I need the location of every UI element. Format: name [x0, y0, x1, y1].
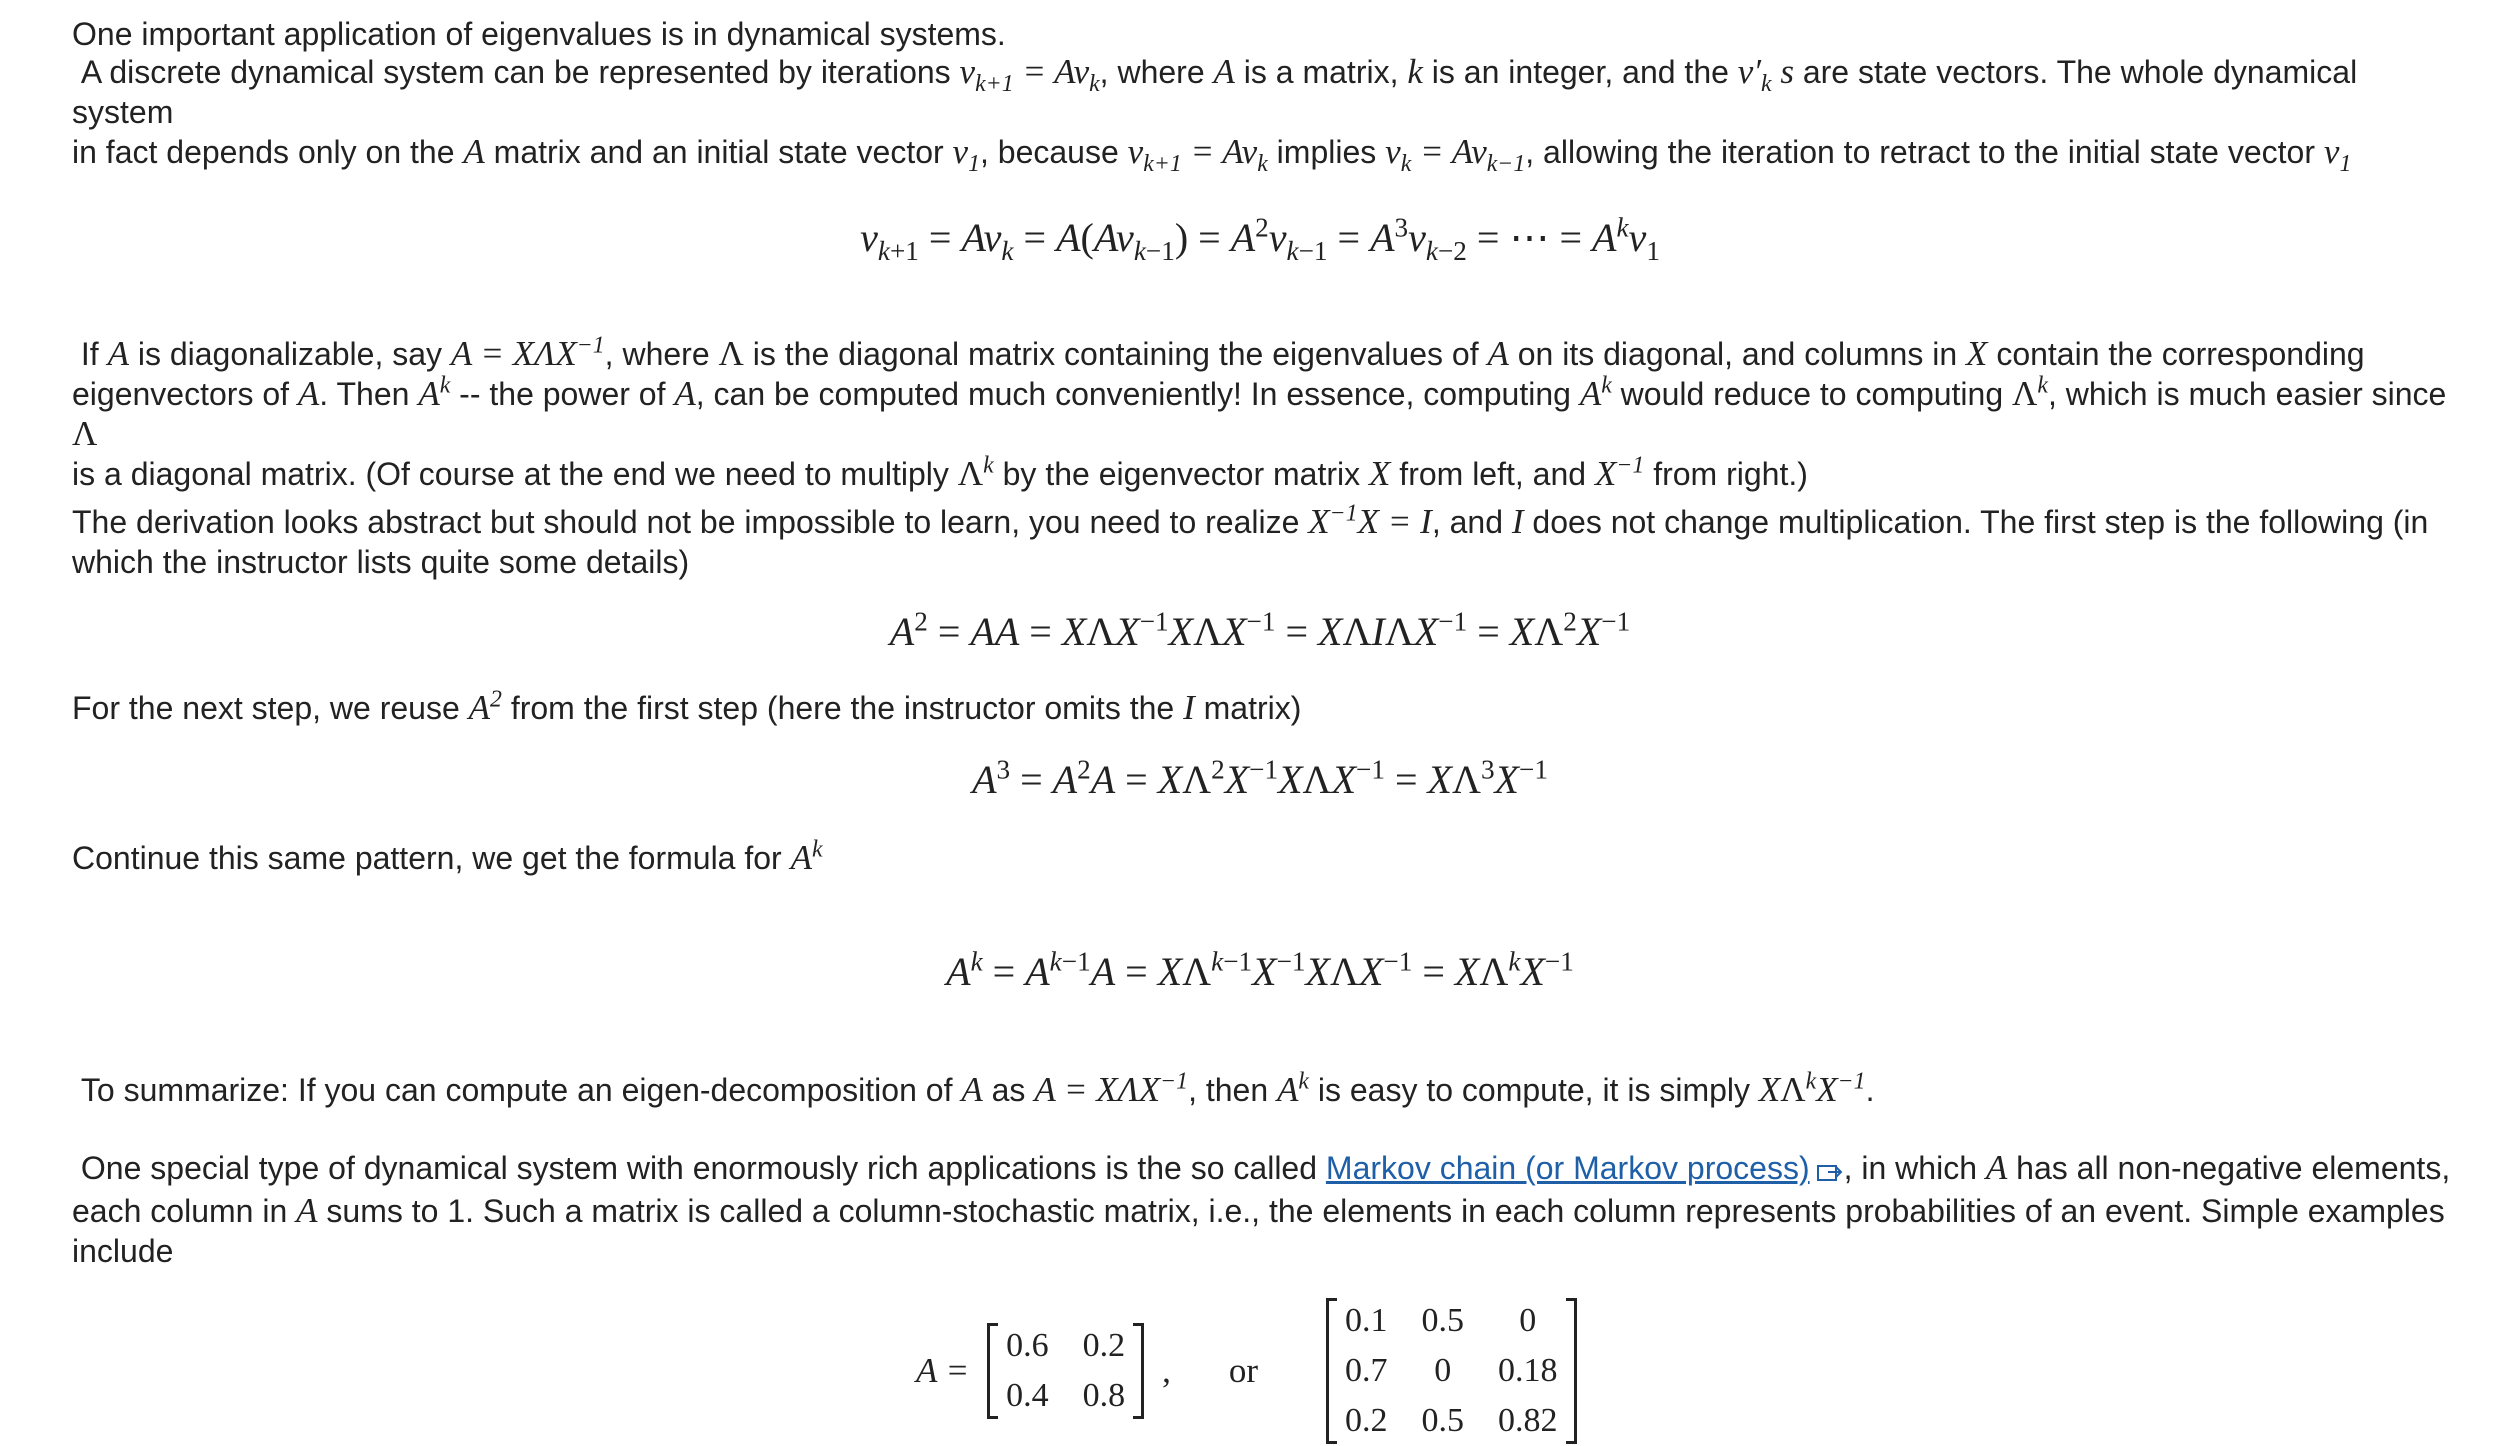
equation-a-cubed: $A^3 = A^2A = X\Lambda^2X^{-1}X\Lambda X^{-1} = X\Lambda^3X^{-1}$ — [972, 754, 1548, 802]
matrix-2x2: 0.6 0.2 0.4 0.8 — [987, 1323, 1144, 1419]
intro-line: One important application of eigenvalues is in dynamical systems. — [72, 16, 1006, 52]
example-matrices: A = 0.6 0.2 0.4 0.8 , or 0.1 0.5 0 0.7 0 0.18 0.2 0.5 0.82 — [916, 1296, 1577, 1446]
or-label: or — [1228, 1351, 1259, 1390]
markov-chain-link[interactable]: Markov chain (or Markov process) — [1325, 1150, 1810, 1186]
matrix-a-label: A = — [916, 1351, 970, 1390]
external-link-icon[interactable] — [1816, 1151, 1844, 1191]
matrix-3x3: 0.1 0.5 0 0.7 0 0.18 0.2 0.5 0.82 — [1326, 1298, 1577, 1444]
paragraph-continue: Continue this same pattern, we get the formula for $A^k$ — [72, 836, 823, 877]
equation-a-squared: $A^2$ = AA = $X\Lambda X^{-1}X\Lambda X^{-1} = X\Lambda I\Lambda X^{-1} = X\Lambda^2X^{-1}$ — [889, 606, 1631, 654]
paragraph-dynamical-system: A discrete dynamical system can be represented by iterations $v_{k+1} = Av_k$, where A is a matrix, k is an integer, and the $v'_k$ s are state vectors. The whole dynamical system in fact depends only on the A matrix and an initial state vector $v_1$, because $v_{k+1} = Av_k$ implies $v_k = Av_{k-1}$, allowing the iteration to retract to the initial state vector $v_1$ — [72, 52, 2358, 177]
paragraph-summary: To summarize: If you can compute an eigen-decomposition of A as $A = X\Lambda X^{-1}$, then $A^k$ is easy to compute, it is simply $X\Lambda^kX^{-1}$. — [80, 1068, 1875, 1109]
paragraph-derivation: The derivation looks abstract but should not be impossible to learn, you need to realize $X^{-1}X = I$, and I does not change multiplication. The first step is the following (in which the instructor lists quite some details) — [72, 500, 2429, 580]
paragraph-diagonalizable: If A is diagonalizable, say $A = X\Lambda X^{-1}$, where Λ is the diagonal matrix containing the eigenvalues of A on its diagonal, and columns in X contain the corresponding eigenvectors of A. Then $A^k$ -- the power of A, can be computed much conveniently! In essence, computing $A^k$ would reduce to computing $\Lambda^k$, which is much easier since Λ is a diagonal matrix. (Of course at the end we need to multiply $\Lambda^k$ by the eigenvector matrix X from left, and $X^{-1}$ from right.) — [72, 332, 2447, 493]
paragraph-next-step: For the next step, we reuse $A^2$ from the first step (here the instructor omits the I matrix) — [72, 686, 1302, 727]
paragraph-markov: One special type of dynamical system with enormously rich applications is the so called Markov chain (or Markov process) , in which A has all non-negative elements, each column in A sums to 1. Such a matrix is called a column-stochastic matrix, i.e., the elements in each column represents probabilities of an event. Simple examples include — [72, 1148, 2451, 1269]
equation-a-k: $A^k = A^{k-1}A = X\Lambda^{k-1}X^{-1}X\Lambda X^{-1} = X\Lambda^kX^{-1}$ — [946, 946, 1574, 994]
equation-iteration: $v_{k+1} = Av_k = A(Av_{k-1}) = A^2v_{k-1} = A^3v_{k-2}$ = ⋯ = $A^kv_1$ — [860, 212, 1660, 266]
